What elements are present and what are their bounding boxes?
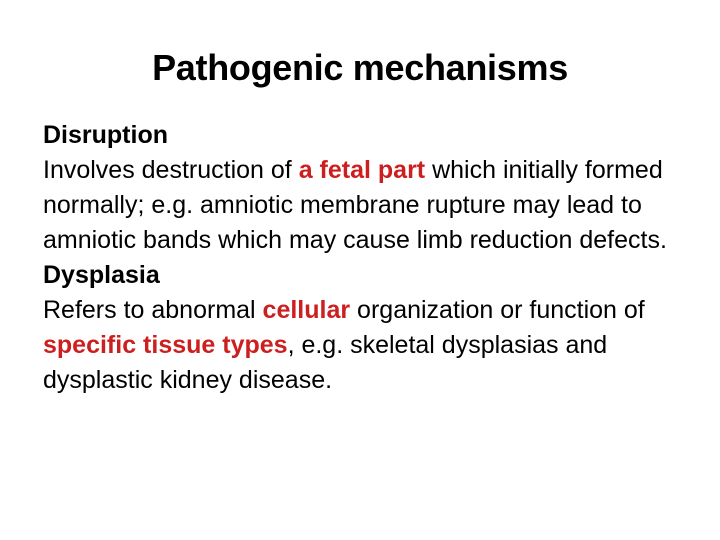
slide-title: Pathogenic mechanisms — [152, 47, 568, 88]
dysplasia-text-after: , e.g. skeletal dysplasias and dysplastic kidney disease. — [43, 331, 608, 394]
disruption-text-after: which initially formed normally; e.g. amniotic membrane rupture may lead to amniotic bands which may cause limb reduction defects. — [43, 156, 667, 254]
disruption-text-before: Involves destruction of — [43, 156, 299, 184]
dysplasia-text-middle: organization or function of — [350, 296, 645, 324]
slide-body — [43, 118, 683, 398]
dysplasia-highlight-cellular: cellular — [262, 296, 351, 324]
section-heading-dysplasia: Dysplasia — [43, 261, 160, 289]
disruption-highlight: a fetal part — [298, 156, 426, 184]
section-text-dysplasia — [43, 293, 683, 398]
section-heading-disruption: Disruption — [43, 121, 168, 149]
dysplasia-text-before: Refers to abnormal — [43, 296, 263, 324]
dysplasia-highlight-tissue: specific tissue types — [43, 331, 288, 359]
section-text-disruption — [43, 153, 683, 258]
